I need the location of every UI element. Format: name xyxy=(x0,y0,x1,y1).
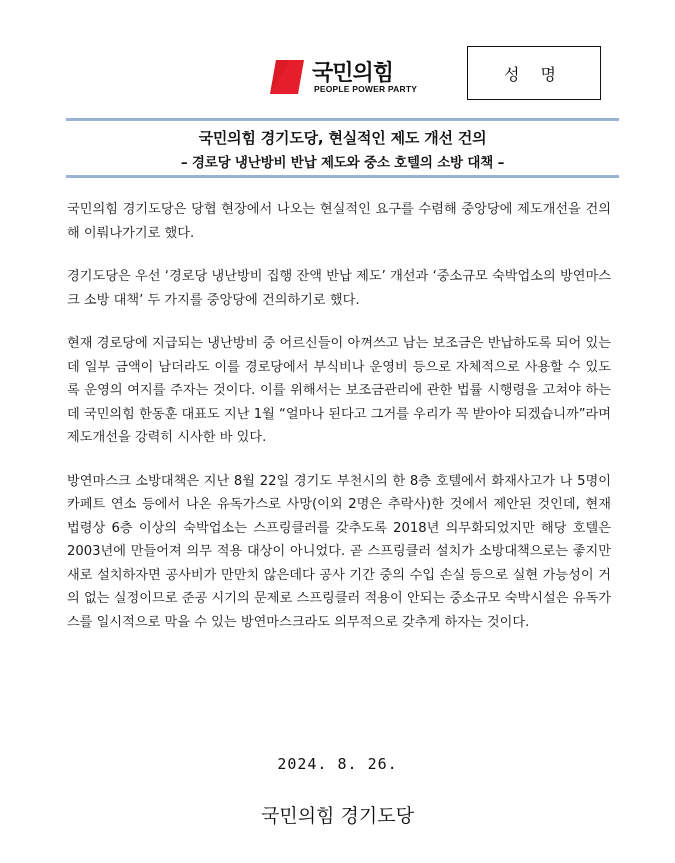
paragraph-4: 방연마스크 소방대책은 지난 8월 22일 경기도 부천시의 한 8층 호텔에서 화재사고가 나 5명이 카페트 연소 등에서 나온 유독가스로 사망(이외 2명은 추락사)한 것에서 제안된 것인데, 현재 법령상 6층 이상의 숙박업소는 스프링클러를 갖추도록 2018년 의무화되었지만 해당 호텔은 2003년에 만들어져 의무 적용 대상이 아니었다. 곧 스프링클러 설치가 소방대책으로는 좋지만 새로 설치하자면 공사비가 만만치 않은데다 공사 기간 중의 수입 손실 등으로 실현 가능성이 거의 없는 실정이므로 준공 시기의 문제로 스프링클러 적용이 안되는 중소규모 숙박시설은 유독가스를 일시적으로 막을 수 있는 방연마스크라도 의무적으로 갖추게 하자는 것이다. xyxy=(67,473,611,630)
paragraph-3: 현재 경로당에 지급되는 냉난방비 중 어르신들이 아껴쓰고 남는 보조금은 반납하도록 되어 있는데 일부 금액이 남더라도 이를 경로당에서 부식비나 운영비 등으로 자체적으로 사용할 수 있도록 운영의 여지를 주자는 것이다. 이를 위해서는 보조금관리에 관한 법률 시행령을 고쳐야 하는데 국민의힘 한동훈 대표도 지난 1월 “얼마나 된다고 그거를 우리가 꼭 받아야 되겠습니까”라며 제도개선을 강력히 시사한 바 있다. xyxy=(67,336,611,445)
party-logo-mark-icon xyxy=(266,56,312,98)
document-subtitle: – 경로당 냉난방비 반납 제도와 중소 호텔의 소방 대책 – xyxy=(180,155,505,171)
party-logo xyxy=(266,52,416,102)
statement-badge: 성 명 xyxy=(467,46,601,100)
header-rule-bottom xyxy=(66,175,619,178)
header-rule-top xyxy=(66,118,619,121)
signature-organization: 국민의힘 경기도당 xyxy=(261,805,414,827)
document-body xyxy=(67,198,611,654)
paragraph-1: 국민의힘 경기도당은 당협 현장에서 나오는 현실적인 요구를 수렴해 중앙당에 제도개선을 건의해 이뤄나가기로 했다. xyxy=(67,202,611,241)
party-logo-name: 국민의힘 xyxy=(312,61,394,86)
document-title: 국민의힘 경기도당, 현실적인 제도 개선 건의 xyxy=(198,129,487,147)
statement-date: 2024. 8. 26. xyxy=(277,755,398,773)
paragraph-2: 경기도당은 우선 ‘경로당 냉난방비 집행 잔액 반납 제도’ 개선과 ‘중소규모 숙박업소의 방연마스크 소방 대책’ 두 가지를 중앙당에 건의하기로 했다. xyxy=(67,269,611,308)
party-logo-subname: PEOPLE POWER PARTY xyxy=(314,84,418,94)
